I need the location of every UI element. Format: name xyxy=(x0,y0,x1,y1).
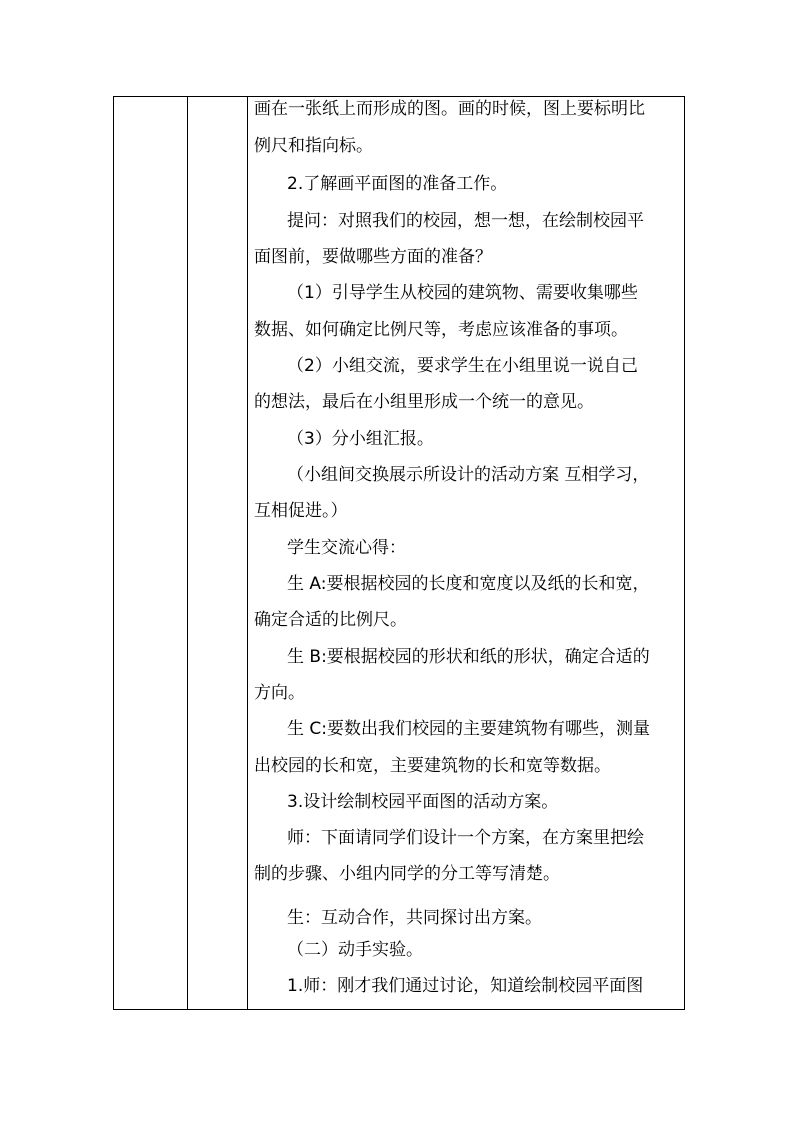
text-line: 生 B:要根据校园的形状和纸的形状，确定合适的 xyxy=(287,647,650,667)
text-line: 方向。 xyxy=(254,683,305,703)
text-line: 2.了解画平面图的准备工作。 xyxy=(287,174,508,194)
text-line: 生 A:要根据校园的长度和宽度以及纸的长和宽， xyxy=(287,574,650,594)
text-line: （2）小组交流，要求学生在小组里说一说自己 xyxy=(287,356,638,376)
text-line: 出校园的长和宽，主要建筑物的长和宽等数据。 xyxy=(254,756,611,776)
text-line: 学生交流心得： xyxy=(287,538,406,558)
text-line: 师：下面请同学们设计一个方案，在方案里把绘 xyxy=(287,828,644,848)
text-line: 确定合适的比例尺。 xyxy=(254,610,407,630)
text-line: 数据、如何确定比例尺等，考虑应该准备的事项。 xyxy=(254,320,628,340)
text-line: 例尺和指向标。 xyxy=(254,136,373,156)
text-line: （二）动手实验。 xyxy=(287,940,423,960)
text-line: 画在一张纸上而形成的图。画的时候，图上要标明比 xyxy=(254,99,645,119)
text-line: 1.师：刚才我们通过讨论，知道绘制校园平面图 xyxy=(287,976,644,996)
text-line: （1）引导学生从校园的建筑物、需要收集哪些 xyxy=(287,283,638,303)
text-line: 提问：对照我们的校园，想一想，在绘制校园平 xyxy=(287,211,644,231)
lesson-plan-table xyxy=(113,96,685,1010)
text-line: 的想法，最后在小组里形成一个统一的意见。 xyxy=(254,392,594,412)
table-column-divider xyxy=(247,97,248,1009)
text-line: 生：互动合作，共同探讨出方案。 xyxy=(287,908,542,928)
text-line: （小组间交换展示所设计的活动方案 互相学习， xyxy=(287,465,650,485)
text-line: 生 C:要数出我们校园的主要建筑物有哪些，测量 xyxy=(287,719,651,739)
table-column-divider xyxy=(187,97,188,1009)
text-line: 制的步骤、小组内同学的分工等写清楚。 xyxy=(254,864,560,884)
lesson-content-cell xyxy=(254,97,682,1009)
text-line: 3.设计绘制校园平面图的活动方案。 xyxy=(287,792,559,812)
text-line: （3）分小组汇报。 xyxy=(287,429,434,449)
text-line: 互相促进。） xyxy=(254,501,348,521)
text-line: 面图前，要做哪些方面的准备？ xyxy=(254,247,492,267)
